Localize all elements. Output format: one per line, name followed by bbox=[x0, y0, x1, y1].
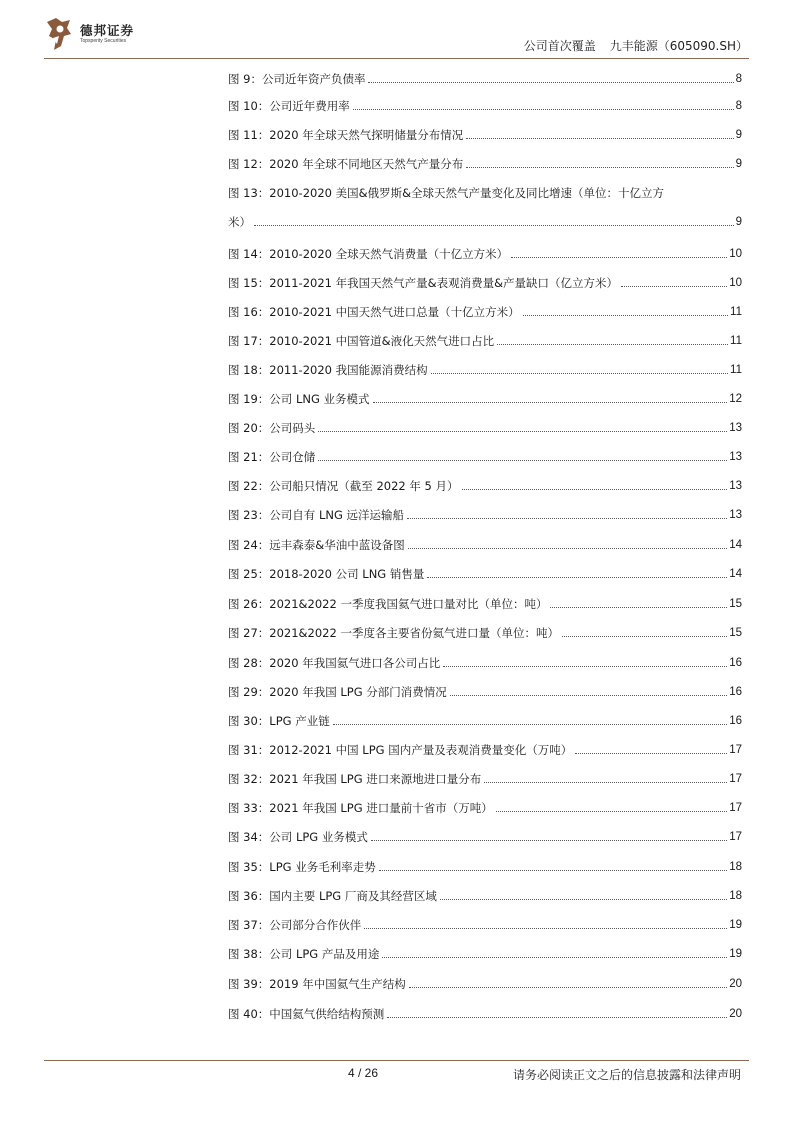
leader-dots bbox=[408, 548, 727, 549]
leader-dots bbox=[387, 1017, 727, 1018]
toc-entry-page: 20 bbox=[729, 978, 742, 990]
toc-entry-label: 图 11：2020 年全球天然气探明储量分布情况 bbox=[228, 128, 464, 142]
toc-entry[interactable] bbox=[228, 1007, 742, 1021]
toc-entry-page: 14 bbox=[729, 568, 742, 580]
toc-entry[interactable] bbox=[228, 479, 742, 493]
leader-dots bbox=[382, 957, 727, 958]
toc-entry-page: 17 bbox=[729, 773, 742, 785]
toc-entry[interactable] bbox=[228, 392, 742, 406]
toc-entry-label: 图 9：公司近年资产负债率 bbox=[228, 72, 366, 86]
leader-dots bbox=[466, 138, 733, 139]
page-indicator: 4 / 26 bbox=[348, 1066, 379, 1080]
toc-entry-page: 17 bbox=[729, 744, 742, 756]
toc-entry-page: 14 bbox=[729, 539, 742, 551]
leader-dots bbox=[368, 82, 733, 83]
toc-entry-page: 13 bbox=[729, 422, 742, 434]
toc-entry[interactable] bbox=[228, 685, 742, 699]
toc-entry-page: 17 bbox=[729, 831, 742, 843]
legal-disclaimer: 请务必阅读正文之后的信息披露和法律声明 bbox=[512, 1068, 741, 1082]
toc-entry-page: 9 bbox=[735, 129, 742, 141]
toc-entry-label: 图 19：公司 LNG 业务模式 bbox=[228, 392, 370, 406]
toc-entry-label-cont: 米） bbox=[228, 215, 251, 229]
leader-dots bbox=[466, 167, 733, 168]
toc-entry-page: 11 bbox=[730, 306, 742, 318]
toc-entry-label: 图 32：2021 年我国 LPG 进口来源地进口量分布 bbox=[228, 772, 482, 786]
leader-dots bbox=[431, 373, 728, 374]
toc-entry[interactable] bbox=[228, 830, 742, 844]
leader-dots bbox=[379, 870, 728, 871]
report-type: 公司首次覆盖 bbox=[523, 39, 596, 53]
toc-entry-page: 8 bbox=[735, 73, 742, 85]
toc-entry-page: 18 bbox=[729, 861, 742, 873]
toc-entry[interactable] bbox=[228, 743, 742, 757]
toc-entry-label: 图 10：公司近年费用率 bbox=[228, 99, 350, 113]
toc-entry[interactable] bbox=[228, 157, 742, 171]
leader-dots bbox=[409, 987, 727, 988]
toc-entry[interactable] bbox=[228, 450, 742, 464]
toc-entry-page: 10 bbox=[729, 277, 742, 289]
leader-dots bbox=[523, 315, 728, 316]
toc-entry[interactable] bbox=[228, 305, 742, 319]
toc-entry-label: 图 23：公司自有 LNG 远洋运输船 bbox=[228, 508, 405, 522]
toc-entry-page: 16 bbox=[729, 686, 742, 698]
leader-dots bbox=[353, 109, 734, 110]
toc-entry-label: 图 26：2021&2022 一季度我国氦气进口量对比（单位：吨） bbox=[228, 597, 548, 611]
toc-entry[interactable] bbox=[228, 247, 742, 261]
toc-entry-label: 图 21：公司仓储 bbox=[228, 450, 316, 464]
header-divider bbox=[44, 58, 749, 59]
leader-dots bbox=[484, 782, 727, 783]
toc-entry-page: 12 bbox=[729, 393, 742, 405]
leader-dots bbox=[511, 257, 727, 258]
toc-entry[interactable] bbox=[228, 538, 742, 552]
toc-entry[interactable] bbox=[228, 597, 742, 611]
leader-dots bbox=[450, 695, 727, 696]
toc-entry-page: 13 bbox=[729, 509, 742, 521]
toc-entry[interactable] bbox=[228, 801, 742, 815]
toc-entry-label: 图 34：公司 LPG 业务模式 bbox=[228, 830, 368, 844]
toc-entry[interactable] bbox=[228, 889, 742, 903]
toc-entry-label: 图 30：LPG 产业链 bbox=[228, 714, 330, 728]
toc-entry-page: 18 bbox=[729, 890, 742, 902]
toc-entry-label: 图 37：公司部分合作伙伴 bbox=[228, 918, 362, 932]
toc-entry-page: 20 bbox=[729, 1008, 742, 1020]
toc-entry[interactable] bbox=[228, 567, 742, 581]
toc-entry-label: 图 20：公司码头 bbox=[228, 421, 316, 435]
company-name: 九丰能源（605090.SH） bbox=[609, 39, 748, 53]
toc-entry-page: 13 bbox=[729, 451, 742, 463]
toc-entry-label: 图 25：2018-2020 公司 LNG 销售量 bbox=[228, 567, 425, 581]
brand-name-en: Topsperity Securities bbox=[80, 38, 127, 44]
toc-entry[interactable] bbox=[228, 772, 742, 786]
leader-dots bbox=[562, 636, 727, 637]
toc-entry[interactable] bbox=[228, 276, 742, 290]
toc-entry[interactable] bbox=[228, 977, 742, 991]
leader-dots bbox=[371, 840, 727, 841]
toc-entry-label: 图 27：2021&2022 一季度各主要省份氦气进口量（单位：吨） bbox=[228, 626, 559, 640]
toc-entry-page: 16 bbox=[729, 657, 742, 669]
leader-dots bbox=[496, 811, 727, 812]
leader-dots bbox=[407, 518, 727, 519]
leader-dots bbox=[254, 225, 734, 226]
toc-entry[interactable] bbox=[228, 363, 742, 377]
toc-entry-page: 8 bbox=[735, 100, 742, 112]
toc-entry-label: 图 28：2020 年我国氦气进口各公司占比 bbox=[228, 656, 441, 670]
brand-logo bbox=[44, 14, 134, 54]
toc-entry-label: 图 35：LPG 业务毛利率走势 bbox=[228, 860, 376, 874]
leader-dots bbox=[333, 724, 728, 725]
toc-entry-label: 图 39：2019 年中国氦气生产结构 bbox=[228, 977, 406, 991]
toc-entry[interactable] bbox=[228, 860, 742, 874]
toc-entry[interactable] bbox=[228, 918, 742, 932]
toc-entry-label: 图 31：2012-2021 中国 LPG 国内产量及表观消费量变化（万吨） bbox=[228, 743, 573, 757]
leader-dots bbox=[443, 666, 727, 667]
toc-entry-label: 图 16：2010-2021 中国天然气进口总量（十亿立方米） bbox=[228, 305, 520, 319]
leader-dots bbox=[318, 431, 727, 432]
toc-entry-page: 17 bbox=[729, 802, 742, 814]
toc-entry-page: 10 bbox=[729, 248, 742, 260]
leader-dots bbox=[318, 460, 727, 461]
toc-entry-label: 图 38：公司 LPG 产品及用途 bbox=[228, 947, 380, 961]
toc-entry[interactable] bbox=[228, 947, 742, 961]
toc-entry[interactable] bbox=[228, 626, 742, 640]
toc-entry-page: 11 bbox=[730, 364, 742, 376]
toc-entry[interactable] bbox=[228, 72, 742, 86]
toc-entry[interactable] bbox=[228, 508, 742, 522]
toc-entry-page: 16 bbox=[729, 715, 742, 727]
toc-entry-label: 图 33：2021 年我国 LPG 进口量前十省市（万吨） bbox=[228, 801, 493, 815]
toc-entry[interactable] bbox=[228, 99, 742, 113]
toc-entry-label: 图 18：2011-2020 我国能源消费结构 bbox=[228, 363, 428, 377]
toc-entry-label: 图 14：2010-2020 全球天然气消费量（十亿立方米） bbox=[228, 247, 509, 261]
brand-logo-icon bbox=[44, 16, 74, 52]
toc-entry[interactable] bbox=[228, 714, 742, 728]
leader-dots bbox=[462, 489, 728, 490]
toc-entry[interactable] bbox=[228, 186, 742, 229]
toc-entry-label: 图 29：2020 年我国 LPG 分部门消费情况 bbox=[228, 685, 447, 699]
footer-divider bbox=[44, 1060, 749, 1061]
report-header bbox=[524, 37, 748, 54]
toc-entry-page: 19 bbox=[729, 948, 742, 960]
toc-entry-label: 图 17：2010-2021 中国管道&液化天然气进口占比 bbox=[228, 334, 495, 348]
toc-entry-page: 11 bbox=[730, 335, 742, 347]
toc-entry-label: 图 22：公司船只情况（截至 2022 年 5 月） bbox=[228, 479, 459, 493]
leader-dots bbox=[575, 753, 727, 754]
brand-name-cn: 德邦证券 bbox=[80, 23, 135, 38]
toc-entry-page: 13 bbox=[729, 480, 742, 492]
toc-entry-label: 图 13：2010-2020 美国&俄罗斯&全球天然气产量变化及同比增速（单位：十亿立方 bbox=[228, 186, 665, 200]
toc-entry[interactable] bbox=[228, 128, 742, 142]
leader-dots bbox=[373, 402, 728, 403]
toc-entry-page: 19 bbox=[729, 919, 742, 931]
toc-entry-label: 图 24：远丰森泰&华油中蓝设备图 bbox=[228, 538, 405, 552]
toc-entry-label: 图 15：2011-2021 年我国天然气产量&表观消费量&产量缺口（亿立方米） bbox=[228, 276, 619, 290]
toc-entry[interactable] bbox=[228, 421, 742, 435]
leader-dots bbox=[621, 286, 727, 287]
leader-dots bbox=[364, 928, 727, 929]
leader-dots bbox=[550, 607, 727, 608]
toc-entry[interactable] bbox=[228, 656, 742, 670]
leader-dots bbox=[427, 577, 727, 578]
toc-entry-page: 9 bbox=[735, 158, 742, 170]
toc-entry-page: 9 bbox=[735, 216, 742, 228]
leader-dots bbox=[497, 344, 728, 345]
toc-entry-page: 15 bbox=[729, 627, 742, 639]
toc-entry[interactable] bbox=[228, 334, 742, 348]
toc-entry-page: 15 bbox=[729, 598, 742, 610]
leader-dots bbox=[440, 899, 727, 900]
toc-entry-label: 图 40：中国氦气供给结构预测 bbox=[228, 1007, 385, 1021]
toc-entry-label: 图 12：2020 年全球不同地区天然气产量分布 bbox=[228, 157, 464, 171]
toc-entry-label: 图 36：国内主要 LPG 厂商及其经营区域 bbox=[228, 889, 437, 903]
